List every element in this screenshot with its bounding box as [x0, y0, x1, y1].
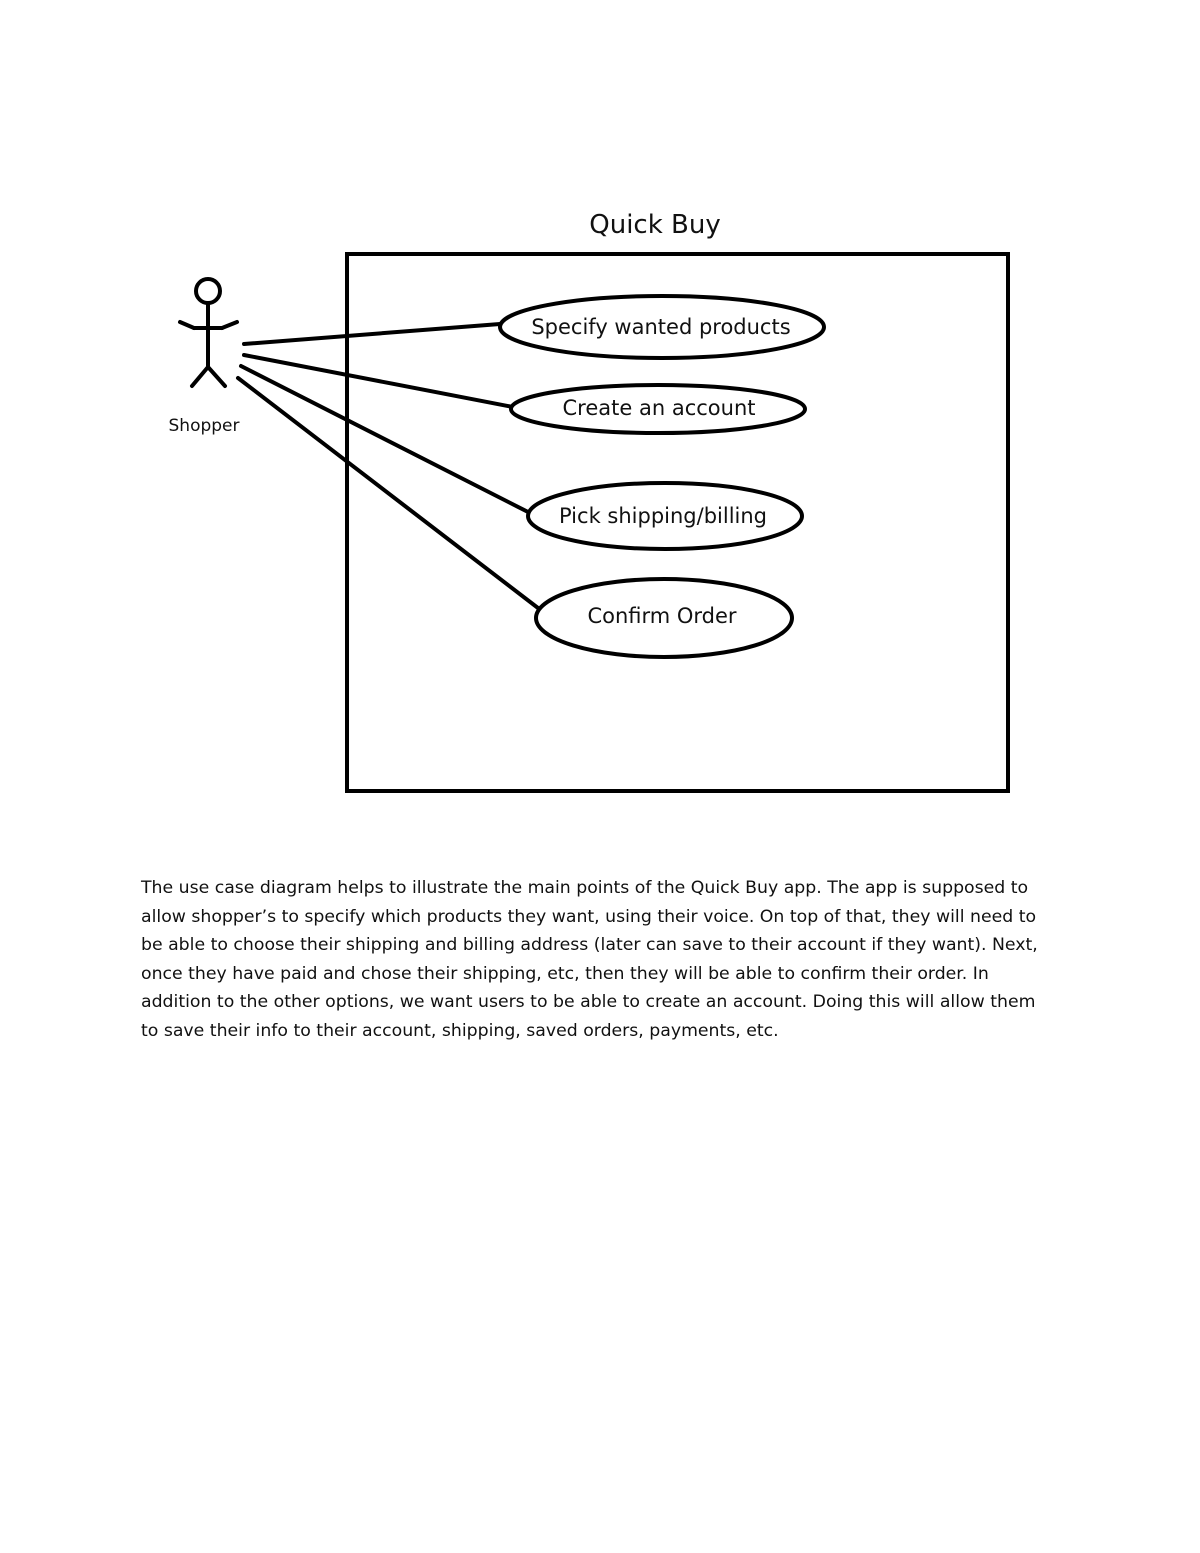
use-case-specify-products — [500, 296, 824, 358]
system-title: Quick Buy — [589, 210, 721, 240]
use-case-label: Specify wanted products — [531, 315, 791, 339]
use-case-confirm-order — [536, 579, 792, 657]
description-line: addition to the other options, we want users to be able to create an account. Doing this will allow them — [141, 992, 1036, 1013]
association-line — [244, 355, 513, 407]
use-case-create-account — [511, 385, 805, 433]
description-line: be able to choose their shipping and billing address (later can save to their account if they want). Next, — [141, 935, 1038, 956]
actor-stick-figure-icon — [180, 279, 237, 386]
use-case-label: Create an account — [562, 396, 756, 420]
use-case-label: Confirm Order — [587, 604, 737, 628]
description-line: to save their info to their account, shipping, saved orders, payments, etc. — [141, 1020, 779, 1041]
description-line: allow shopper’s to specify which products they want, using their voice. On top of that, they will need to — [141, 906, 1037, 927]
description-line: The use case diagram helps to illustrate the main points of the Quick Buy app. The app is supposed to — [141, 878, 1029, 898]
actor-label: Shopper — [168, 416, 240, 436]
description-line: once they have paid and chose their shipping, etc, then they will be able to confirm their order. In — [141, 963, 989, 984]
association-line — [244, 324, 500, 344]
use-case-label: Pick shipping/billing — [558, 504, 768, 528]
use-case-pick-shipping-billing — [528, 483, 802, 549]
description-paragraph — [141, 874, 1061, 1046]
